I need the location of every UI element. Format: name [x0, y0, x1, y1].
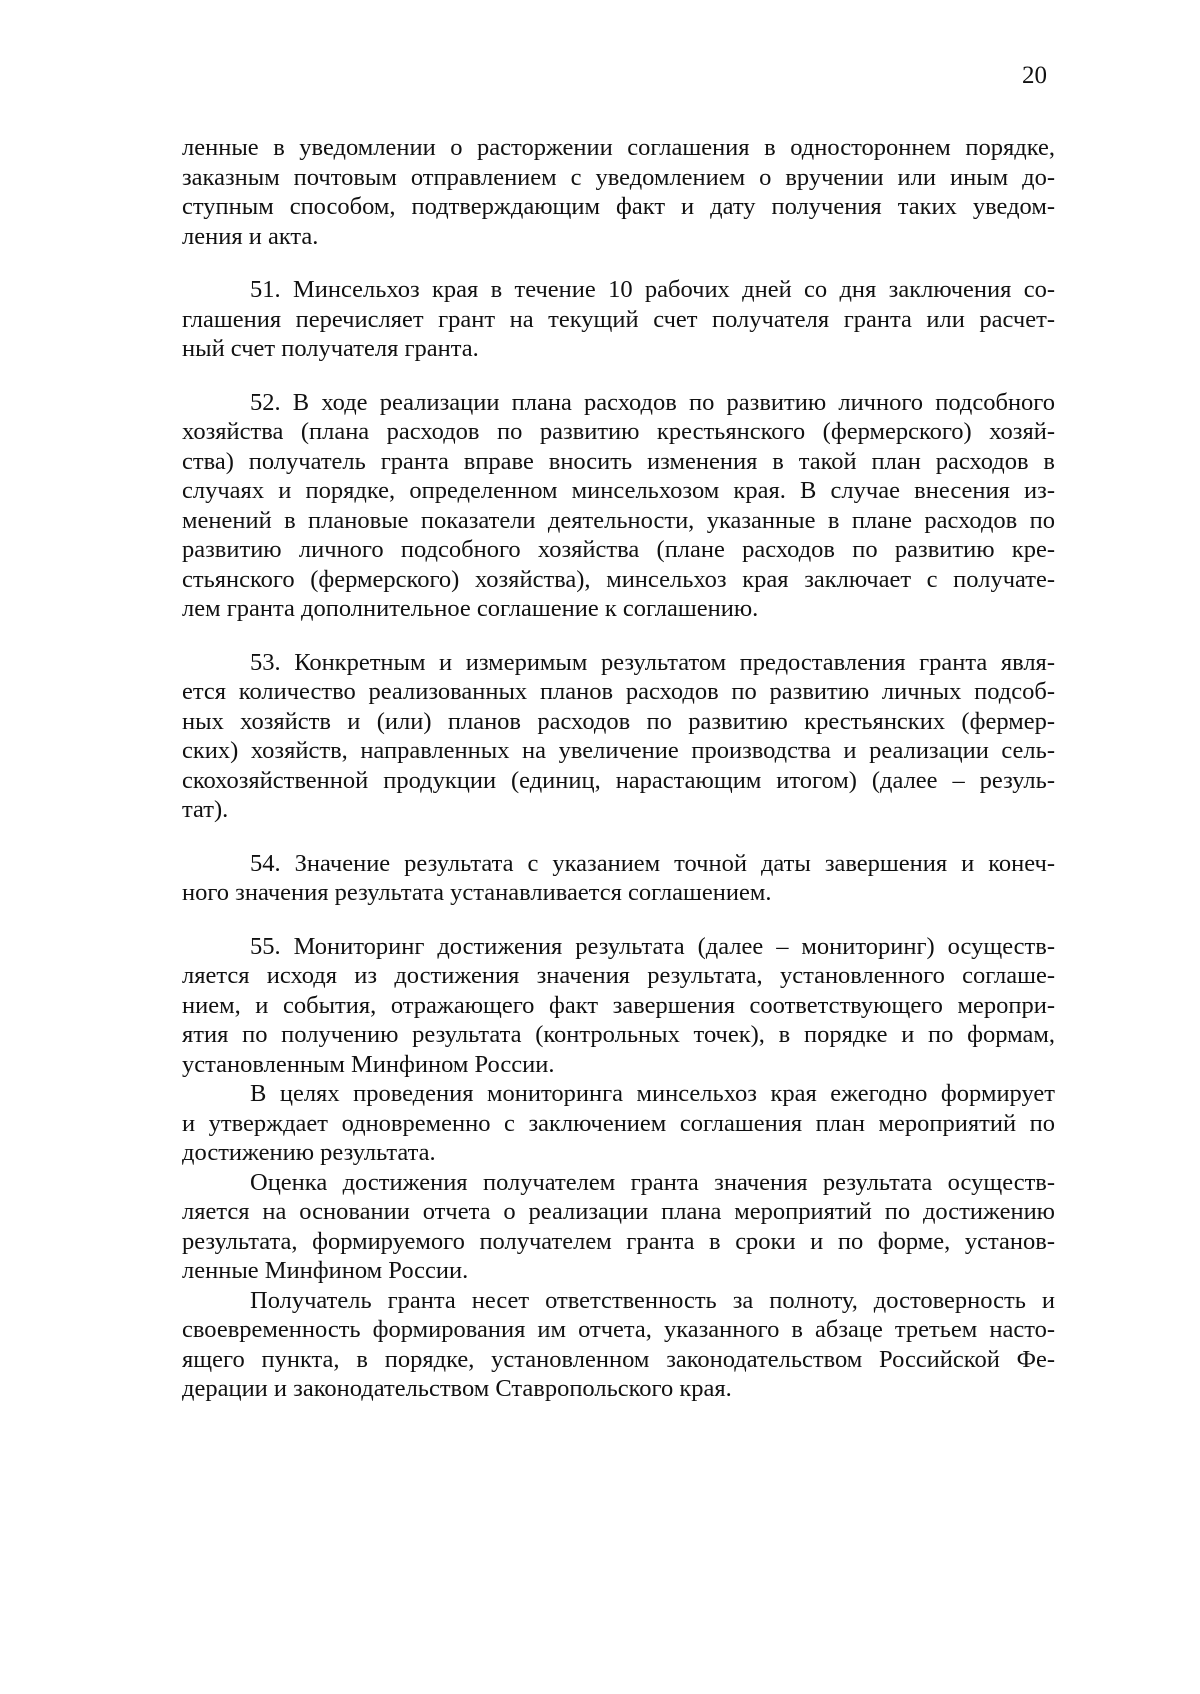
text-line: развитию личного подсобного хозяйства (плане расходов по развитию кре-: [182, 536, 1055, 563]
text-line: ства) получатель гранта вправе вносить изменения в такой план расходов в: [182, 447, 1055, 475]
text-line: ления и акта.: [182, 222, 319, 250]
text-line: своевременность формирования им отчета, указанного в абзаце третьем насто-: [182, 1316, 1055, 1343]
text-line: лем гранта дополнительное соглашение к соглашению.: [182, 595, 759, 622]
text-line: В целях проведения мониторинга минсельхоз края ежегодно формирует: [250, 1080, 1055, 1107]
text-line: глашения перечисляет грант на текущий счет получателя гранта или расчет-: [182, 305, 1055, 333]
paragraph: [182, 648, 1055, 825]
text-line: ных хозяйств и (или) планов расходов по развитию крестьянских (фермер-: [182, 707, 1055, 735]
paragraph: [182, 1168, 1055, 1286]
text-line: скохозяйственной продукции (единиц, нарастающим итогом) (далее – резуль-: [182, 766, 1055, 794]
page-number: 20: [1022, 62, 1047, 89]
text-line: 52. В ходе реализации плана расходов по развитию личного подсобного: [250, 388, 1055, 416]
text-line: ного значения результата устанавливается соглашением.: [182, 879, 772, 906]
text-line: установленным Минфином России.: [182, 1050, 555, 1078]
text-line: тат).: [182, 796, 229, 823]
paragraph: [182, 275, 1055, 364]
text-line: хозяйства (плана расходов по развитию крестьянского (фермерского) хозяй-: [182, 418, 1055, 445]
text-line: 55. Мониторинг достижения результата (далее – мониторинг) осуществ-: [250, 932, 1055, 960]
text-line: менений в плановые показатели деятельности, указанные в плане расходов по: [182, 506, 1055, 534]
text-line: ленные в уведомлении о расторжении соглашения в одностороннем порядке,: [182, 134, 1055, 161]
text-line: дерации и законодательством Ставропольского края.: [182, 1375, 732, 1402]
text-line: заказным почтовым отправлением с уведомлением о вручении или иным до-: [182, 163, 1055, 191]
text-line: ятия по получению результата (контрольных точек), в порядке и по формам,: [182, 1021, 1055, 1048]
paragraph: [182, 1286, 1055, 1404]
paragraph: [182, 133, 1055, 251]
text-line: достижению результата.: [182, 1139, 436, 1166]
text-line: Получатель гранта несет ответственность за полноту, достоверность и: [250, 1286, 1055, 1314]
text-line: стьянского (фермерского) хозяйства), минсельхоз края заключает с получате-: [182, 565, 1055, 593]
text-line: 53. Конкретным и измеримым результатом предоставления гранта явля-: [250, 648, 1055, 676]
text-line: ный счет получателя гранта.: [182, 335, 479, 362]
text-line: 54. Значение результата с указанием точной даты завершения и конеч-: [250, 849, 1055, 877]
text-line: ских) хозяйств, направленных на увеличение производства и реализации сель-: [182, 737, 1055, 764]
text-line: ступным способом, подтверждающим факт и дату получения таких уведом-: [182, 193, 1055, 220]
paragraph: [182, 388, 1055, 624]
text-line: случаях и порядке, определенном минсельхозом края. В случае внесения из-: [182, 477, 1055, 504]
paragraph: [182, 932, 1055, 1080]
text-line: результата, формируемого получателем гранта в сроки и по форме, установ-: [182, 1227, 1055, 1255]
text-line: ется количество реализованных планов расходов по развитию личных подсоб-: [182, 678, 1055, 705]
text-line: и утверждает одновременно с заключением соглашения план мероприятий по: [182, 1109, 1055, 1137]
text-line: ящего пункта, в порядке, установленном законодательством Российской Фе-: [182, 1345, 1055, 1373]
text-line: Оценка достижения получателем гранта значения результата осуществ-: [250, 1168, 1055, 1196]
paragraph: [182, 849, 1055, 908]
text-line: ляется на основании отчета о реализации плана мероприятий по достижению: [182, 1198, 1055, 1225]
text-line: нием, и события, отражающего факт завершения соответствующего меропри-: [182, 991, 1055, 1019]
document-body: [182, 133, 1055, 1428]
text-line: ленные Минфином России.: [182, 1257, 469, 1284]
text-line: ляется исходя из достижения значения результата, установленного соглаше-: [182, 962, 1055, 989]
paragraph: [182, 1079, 1055, 1168]
text-line: 51. Минсельхоз края в течение 10 рабочих дней со дня заключения со-: [250, 276, 1055, 303]
